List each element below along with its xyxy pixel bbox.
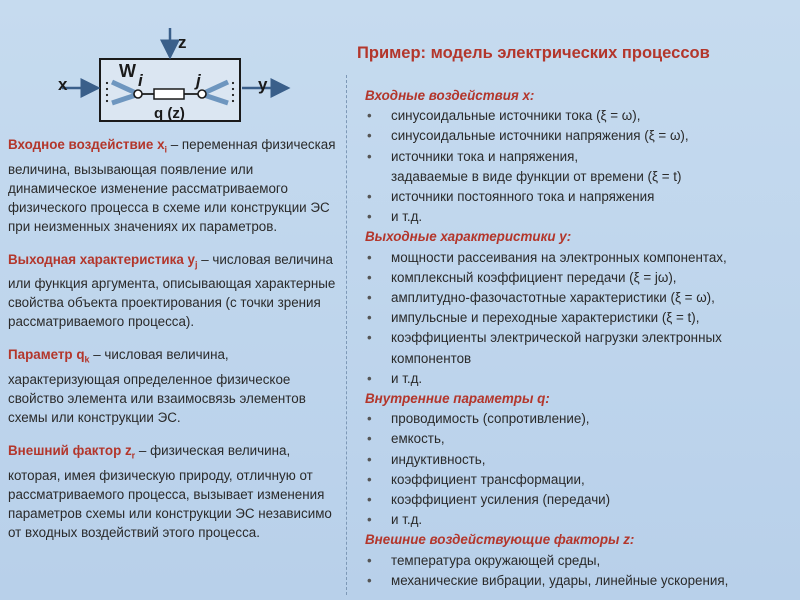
definition-parameter-text: – числовая величина, характеризующая определенное физическое свойство элемента или взаимосвязь элементов схемы или конструкции ЭС.	[8, 347, 306, 426]
list-item: • индуктивность,	[365, 450, 795, 470]
node-j	[198, 90, 206, 98]
label-w: W	[119, 61, 136, 81]
list-item: • температура окружающей среды,	[365, 551, 795, 571]
list-item: • коэффициенты электрической нагрузки электронных компонентов	[365, 328, 795, 368]
label-q: q (z)	[154, 105, 185, 122]
section-heading: Внешние воздействующие факторы z:	[365, 532, 635, 548]
definition-external-text: – физическая величина, которая, имея физическую природу, отличную от рассматриваемого процесса, вызывает изменения параметров схемы или конструкции ЭС независимо от входных воздействий этого процесса.	[8, 443, 332, 540]
list-item: • импульсные и переходные характеристики (ξ = t),	[365, 308, 795, 328]
example-column	[365, 86, 795, 591]
term-output: Выходная характеристика $y_j$	[8, 251, 198, 270]
list-item: • амплитудно-фазочастотные характеристики (ξ = ω),	[365, 288, 795, 308]
label-j: j	[196, 71, 201, 90]
list-item: • коэффициент усиления (передачи)	[365, 490, 795, 510]
term-input: Входное воздействие $x_i$	[8, 137, 168, 155]
section-heading: Выходные характеристики y:	[365, 229, 572, 245]
list-item: • комплексный коэффициент передачи (ξ = jω),	[365, 268, 795, 288]
list-item: • источники постоянного тока и напряжения	[365, 187, 795, 207]
section-list	[365, 106, 795, 227]
definition-input-text: – переменная физическая величина, вызывающая появление или динамическое изменение рассматриваемого физического процесса в схеме или конструкции ЭС при неизменных значениях их параметров.	[8, 137, 336, 234]
definition-output	[8, 250, 338, 332]
node-i	[134, 90, 142, 98]
list-item: • и т.д.	[365, 207, 795, 227]
list-item: • и т.д.	[365, 369, 795, 389]
section-list	[365, 248, 795, 389]
section-heading: Входные воздействия x:	[365, 88, 535, 103]
label-y: y	[258, 75, 268, 94]
list-item: • проводимость (сопротивление),	[365, 409, 795, 429]
term-parameter: Параметр $q_k$	[8, 347, 90, 366]
list-item: • синусоидальные источники тока (ξ = ω),	[365, 106, 795, 126]
definition-parameter	[8, 345, 338, 427]
list-item: • коэффициент трансформации,	[365, 470, 795, 490]
definition-output-text: – числовая величина или функция аргумента, описывающая характерные свойства объекта проектирования (с точки зрения рассматриваемого процесса).	[8, 251, 336, 330]
label-i: i	[138, 71, 143, 90]
model-diagram	[50, 25, 300, 130]
definitions-column	[8, 135, 338, 556]
section-list	[365, 551, 795, 591]
term-external: Внешний фактор $z_r$	[8, 443, 136, 461]
label-z: z	[178, 33, 187, 52]
column-divider	[346, 75, 347, 595]
section-heading: Внутренние параметры q:	[365, 391, 550, 407]
section-list	[365, 409, 795, 530]
example-title: Пример: модель электрических процессов	[357, 44, 710, 62]
list-item: • источники тока и напряжения, задаваемые в виде функции от времени (ξ = t)	[365, 147, 795, 187]
definition-external	[8, 441, 338, 542]
list-item: • мощности рассеивания на электронных компонентах,	[365, 248, 795, 268]
list-item: • синусоидальные источники напряжения (ξ = ω),	[365, 126, 795, 146]
list-item: • и т.д.	[365, 510, 795, 530]
list-item: • емкость,	[365, 429, 795, 449]
definition-input	[8, 135, 338, 236]
label-x: x	[58, 75, 68, 94]
list-item: • механические вибрации, удары, линейные ускорения,	[365, 571, 795, 591]
resistor-element	[154, 89, 184, 99]
